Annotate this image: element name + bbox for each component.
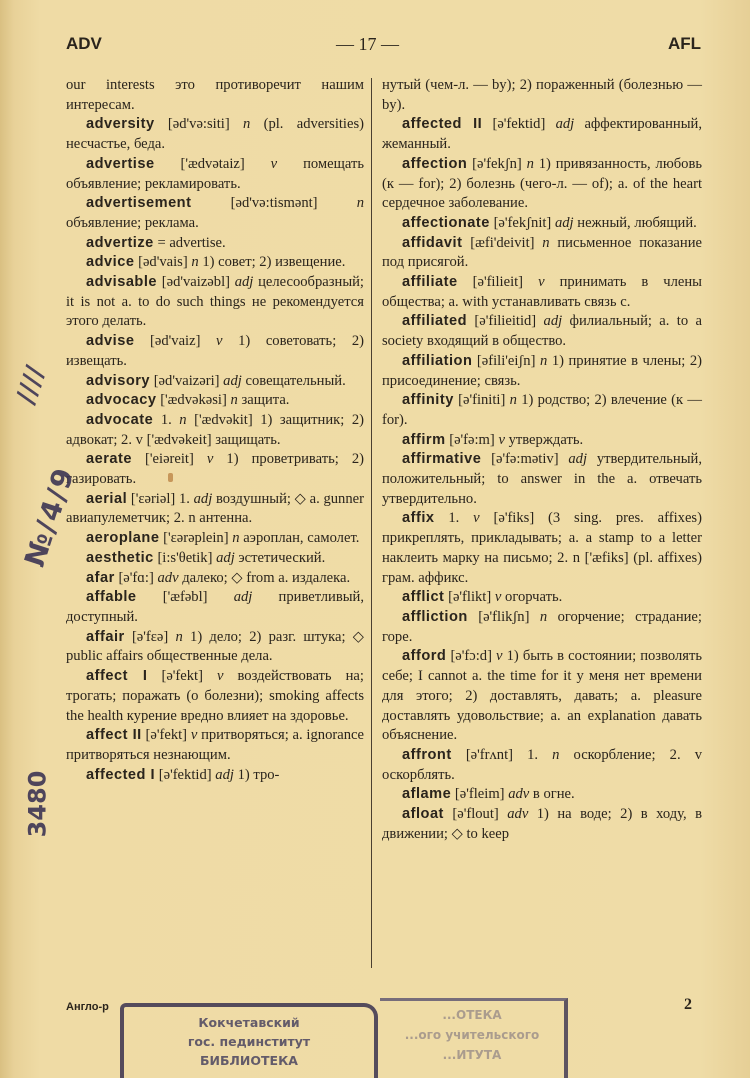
headword: affix [402, 510, 435, 527]
transcription: [ə'fekʃnit] [493, 214, 552, 231]
dictionary-entry [382, 214, 702, 234]
definition: our interests это противоречит нашим интересам. [66, 77, 364, 113]
transcription: [ə'fekʃn] [472, 155, 522, 172]
part-of-speech: n [542, 234, 550, 251]
part-of-speech: n [539, 608, 548, 625]
definition: совещательный. [245, 372, 346, 389]
headword: aeroplane [86, 530, 160, 547]
transcription: [ə'fɑ:] [118, 569, 154, 586]
dictionary-entry [66, 450, 364, 489]
transcription: [ə'filieitid] [474, 313, 537, 330]
transcription: [ə'fɔ:d] [450, 648, 492, 665]
definition: приветливый, доступный. [66, 589, 365, 625]
transcription: [ə'flout] [452, 806, 499, 823]
part-of-speech: adj [193, 490, 213, 507]
dictionary-entry [382, 76, 702, 115]
headword: afflict [402, 589, 445, 606]
transcription: [ə'fɛə] [131, 628, 169, 645]
transcription: [əd'vaiz] [150, 333, 201, 350]
transcription: [ə'fə:mətiv] [491, 451, 559, 468]
transcription: [ə'finiti] [458, 392, 506, 409]
part-of-speech: n [191, 254, 199, 271]
headword: advocacy [86, 392, 157, 409]
transcription: ['ɛəriəl] 1. [130, 490, 190, 507]
definition: огорчение; страдание; горе. [382, 608, 702, 645]
headword: afford [402, 648, 447, 665]
transcription: [ə'fekt] [161, 668, 203, 685]
headword: advisable [86, 274, 158, 291]
definition: [ə'fiks] (3 sing. pres. affixes) прикреплять, прикладывать; a. a stamp to a letter наклеить марку на письмо; 2. n ['æfiks] (pl. affixes) грам. аффикс. [382, 510, 702, 586]
definition: нежный, любящий. [577, 214, 697, 231]
definition: оскорбление; 2. v оскорблять. [382, 746, 702, 783]
dictionary-entry [382, 785, 702, 805]
headword: affidavit [402, 234, 463, 251]
part-of-speech: n [232, 530, 240, 547]
part-of-speech: adj [215, 766, 234, 783]
headword: affiliate [402, 274, 458, 291]
headword: aesthetic [86, 549, 154, 566]
dictionary-entry [66, 569, 364, 589]
dictionary-entry [382, 509, 702, 588]
dictionary-entry [66, 628, 364, 667]
dictionary-entry [382, 352, 702, 391]
definition: = advertise. [157, 234, 226, 251]
part-of-speech: v [216, 333, 223, 350]
dictionary-entry [66, 372, 364, 392]
headword: affinity [402, 392, 454, 409]
stamp-line: ...ИТУТА [442, 1048, 502, 1062]
definition: защита. [241, 392, 290, 409]
transcription: ['æfəbl] [162, 589, 208, 606]
dictionary-entry [66, 490, 364, 529]
definition: объявление; реклама. [66, 214, 199, 231]
headword: affect II [86, 727, 142, 744]
dictionary-entry [66, 726, 364, 765]
definition: нутый (чем-л. — by); 2) пораженный (болезнью — by). [382, 77, 702, 113]
definition: далеко; ◇ from a. издалека. [182, 569, 351, 586]
part-of-speech: n [242, 116, 251, 133]
definition: 1) проветривать; 2) газировать. [66, 451, 364, 488]
definition: 1) принятие в члены; 2) присоединение; связь. [382, 352, 702, 389]
headword: affair [86, 628, 125, 645]
dictionary-entry [382, 746, 702, 785]
dictionary-entry [382, 155, 702, 214]
definition: 1) родство; 2) влечение (к — for). [382, 392, 702, 428]
transcription: [əd'və:tismənt] [230, 195, 318, 212]
dictionary-entry [382, 608, 702, 647]
definition: воздействовать на; трогать; поражать (о болезни); smoking affects the health курение вредно влияет на здоровье. [66, 668, 364, 724]
transcription: [əd'və:siti] [167, 116, 230, 133]
page-number: — 17 — [336, 34, 399, 54]
transcription: 1. [448, 510, 460, 527]
dictionary-entry [66, 332, 364, 371]
part-of-speech: adj [216, 549, 235, 566]
headword: affect I [86, 668, 148, 685]
dictionary-entry [382, 273, 702, 312]
part-of-speech: n [175, 628, 183, 645]
page-header [66, 34, 701, 58]
stamp-line: ...ОТЕКА [442, 1008, 502, 1022]
definition: эстетический. [238, 549, 326, 566]
dictionary-entry [66, 588, 364, 627]
stamp-line: гос. пединститут [187, 1034, 311, 1049]
headword: affirmative [402, 451, 482, 468]
dictionary-entry [66, 155, 364, 194]
part-of-speech: v [473, 510, 480, 527]
dictionary-entry [66, 194, 364, 233]
handwritten-mark-number: №/4/9 [17, 462, 82, 571]
dictionary-entry [382, 805, 702, 844]
headword: affiliated [402, 313, 468, 330]
part-of-speech: v [538, 274, 545, 291]
headword: afar [86, 569, 115, 586]
part-of-speech: adj [543, 313, 563, 330]
definition: (pl. adversities) несчастье, беда. [66, 116, 364, 153]
dictionary-entry [66, 234, 364, 254]
part-of-speech: adj [555, 116, 575, 133]
ink-smudge [168, 473, 173, 482]
transcription: [i:s'θetik] [157, 549, 213, 566]
definition: письменное показание под присягой. [382, 234, 702, 271]
dictionary-entry [382, 588, 702, 608]
definition: притворяться; a. ignorance притворяться незнающим. [66, 727, 364, 763]
part-of-speech: v [498, 431, 505, 448]
right-guide-word: AFL [667, 34, 701, 53]
dictionary-entry [382, 234, 702, 273]
part-of-speech: n [552, 746, 560, 763]
column-divider [371, 78, 372, 968]
definition: ['ædvəkit] 1) защитник; 2) адвокат; 2. v ['ædvəkeit] защищать. [66, 411, 364, 448]
transcription: [ə'flikʃn] [478, 608, 530, 625]
transcription: [əfili'eiʃn] [476, 352, 536, 369]
headword: advertisement [86, 195, 192, 212]
right-column [382, 76, 702, 844]
dictionary-entry [66, 766, 364, 786]
transcription: ['eiəreit] [145, 451, 194, 468]
printer-signature: Англо-р [66, 1001, 109, 1013]
left-guide-word: ADV [66, 34, 102, 53]
part-of-speech: adv [508, 786, 530, 803]
stamp-line: ...ого учительского [404, 1028, 540, 1042]
part-of-speech: adj [223, 372, 242, 389]
part-of-speech: v [190, 727, 198, 744]
definition: филиальный; a. to a society входящий в общество. [382, 313, 702, 350]
transcription: [əd'vaizəri] [153, 372, 220, 389]
dictionary-entry [66, 549, 364, 569]
definition: 1) совет; 2) извещение. [202, 254, 346, 271]
definition: 1) тро- [237, 766, 280, 783]
handwritten-mark-hatching: //// [10, 362, 52, 408]
headword: affiliation [402, 352, 473, 369]
definition: воздушный; ◇ a. gunner авиапулеметчик; 2. n антенна. [66, 490, 364, 527]
stamp-line: БИБЛИОТЕКА [200, 1053, 298, 1068]
sheet-number: 2 [684, 996, 692, 1013]
transcription: [ə'fə:m] [449, 431, 495, 448]
part-of-speech: n [179, 411, 187, 428]
transcription: [ə'fektid] [158, 766, 212, 783]
part-of-speech: v [496, 648, 503, 665]
headword: affirm [402, 431, 446, 448]
headword: advice [86, 254, 135, 271]
definition: в огне. [532, 786, 575, 803]
definition: утверждать. [508, 431, 584, 448]
transcription: [ə'flikt] [448, 589, 492, 606]
headword: aerate [86, 451, 133, 468]
part-of-speech: n [539, 352, 548, 369]
transcription: [ə'filieit] [472, 274, 524, 291]
headword: affection [402, 155, 468, 172]
part-of-speech: v [206, 451, 214, 468]
part-of-speech: v [494, 589, 502, 606]
dictionary-entry [66, 273, 364, 332]
definition: помещать объявление; рекламировать. [66, 155, 364, 192]
part-of-speech: adv [507, 806, 529, 823]
part-of-speech: adj [554, 214, 574, 231]
handwritten-mark-inventory: 3480 [23, 770, 52, 838]
headword: advise [86, 333, 135, 350]
dictionary-entry [382, 391, 702, 430]
headword: affable [86, 589, 137, 606]
headword: affront [402, 746, 452, 763]
transcription: [ə'fektid] [492, 116, 546, 133]
transcription: ['ædvətaiz] [180, 155, 245, 172]
headword: aerial [86, 490, 128, 507]
definition: 1) дело; 2) разг. штука; ◇ public affairs общественные дела. [66, 628, 364, 665]
dictionary-entry [382, 115, 702, 154]
definition: огорчать. [505, 589, 563, 606]
stamp-line: Кокчетавский [198, 1015, 300, 1030]
definition: 1) советовать; 2) извещать. [66, 333, 364, 369]
headword: advocate [86, 411, 154, 428]
part-of-speech: adv [157, 569, 179, 586]
headword: advertize [86, 234, 154, 251]
dictionary-entry [382, 312, 702, 351]
definition: аэроплан, самолет. [243, 530, 360, 547]
left-column [66, 76, 364, 785]
part-of-speech: n [509, 392, 517, 409]
definition: 1) быть в состоянии; позволять себе; I cannot a. the time for it у меня нет времени для этого; 2) доставлять, давать; a. pleasure доставлять удовольствие; a. an explanation давать объяснение. [382, 648, 702, 744]
transcription: [æfi'deivit] [470, 234, 535, 251]
headword: afloat [402, 806, 444, 823]
definition: аффектированный, жеманный. [382, 116, 702, 153]
dictionary-entry [66, 529, 364, 549]
headword: aflame [402, 786, 452, 803]
headword: affliction [402, 608, 468, 625]
headword: affected II [402, 116, 483, 133]
dictionary-entry [66, 667, 364, 726]
definition: принимать в члены общества; a. with устанавливать связь с. [382, 274, 702, 310]
transcription: [ə'fleim] [454, 786, 505, 803]
headword: adversity [86, 116, 155, 133]
dictionary-entry [382, 647, 702, 746]
definition: 1) на воде; 2) в ходу, в движении; ◇ to keep [382, 806, 702, 842]
dictionary-entry [66, 411, 364, 450]
part-of-speech: v [217, 668, 224, 685]
part-of-speech: adj [234, 274, 254, 291]
transcription: 1. [160, 411, 172, 428]
transcription: [ə'fekt] [145, 727, 188, 744]
definition: утвердительный, положительный; to answer in the a. отвечать утвердительно. [382, 451, 702, 507]
dictionary-entry [382, 431, 702, 451]
part-of-speech: adj [568, 451, 588, 468]
definition: целесообразный; it is not a. to do such things не рекомендуется этого делать. [66, 274, 364, 330]
headword: advertise [86, 155, 155, 172]
headword: affectionate [402, 214, 490, 231]
part-of-speech: v [270, 155, 278, 172]
dictionary-entry [66, 76, 364, 115]
part-of-speech: n [526, 155, 534, 172]
transcription: ['ɛərəplein] [163, 530, 229, 547]
part-of-speech: adj [233, 589, 253, 606]
part-of-speech: n [356, 195, 364, 212]
dictionary-entry [66, 253, 364, 273]
headword: affected I [86, 766, 156, 783]
library-stamp [120, 1003, 378, 1078]
transcription: ['ædvəkəsi] [160, 392, 227, 409]
dictionary-entry [66, 115, 364, 154]
part-of-speech: n [230, 392, 238, 409]
faded-library-stamp [380, 998, 568, 1078]
dictionary-entry [382, 450, 702, 509]
transcription: [ə'frʌnt] 1. [465, 746, 539, 763]
definition: 1) привязанность, любовь (к — for); 2) болезнь (чего-л. — of); a. of the heart сердечное заболевание. [382, 155, 702, 212]
transcription: [əd'vais] [138, 254, 188, 271]
headword: advisory [86, 372, 151, 389]
dictionary-entry [66, 391, 364, 411]
transcription: [əd'vaizəbl] [161, 274, 230, 291]
